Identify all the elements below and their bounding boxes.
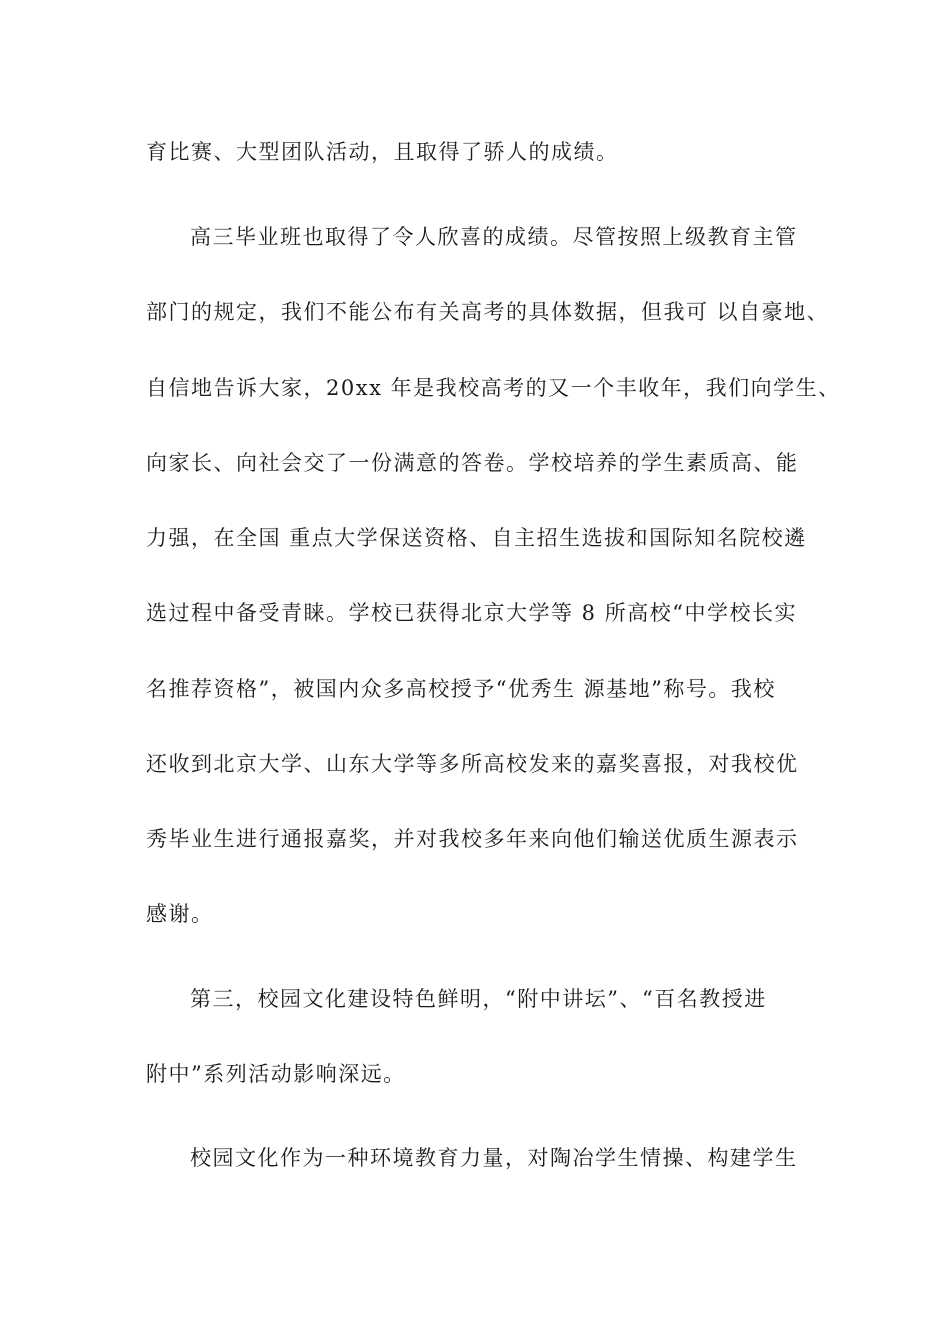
text-line: 附中”系列活动影响深远。	[146, 1062, 406, 1086]
paragraph-start-line: 高三毕业班也取得了令人欣喜的成绩。尽管按照上级教育主管	[190, 225, 798, 249]
text-line: 秀毕业生进行通报嘉奖，并对我校多年来向他们输送优质生源表示	[146, 827, 799, 851]
text-line: 自信地告诉大家，20xx 年是我校高考的又一个丰收年，我们向学生、	[146, 376, 841, 400]
text-line: 还收到北京大学、山东大学等多所高校发来的嘉奖喜报，对我校优	[146, 752, 799, 776]
text-line: 育比赛、大型团队活动，且取得了骄人的成绩。	[146, 140, 619, 164]
text-line: 感谢。	[146, 902, 214, 926]
text-line: 选过程中备受青睐。学校已获得北京大学等 8 所高校“中学校长实	[146, 601, 797, 625]
text-line: 名推荐资格”，被国内众多高校授予“优秀生 源基地”称号。我校	[146, 677, 776, 701]
paragraph-start-line: 第三，校园文化建设特色鲜明，“附中讲坛”、“百名教授进	[190, 987, 767, 1011]
text-line: 部门的规定，我们不能公布有关高考的具体数据，但我可 以自豪地、	[146, 300, 830, 324]
text-line: 力强，在全国 重点大学保送资格、自主招生选拔和国际知名院校遴	[146, 526, 807, 550]
paragraph-start-line: 校园文化作为一种环境教育力量，对陶冶学生情操、构建学生	[190, 1146, 798, 1170]
text-line: 向家长、向社会交了一份满意的答卷。学校培养的学生素质高、能	[146, 451, 799, 475]
